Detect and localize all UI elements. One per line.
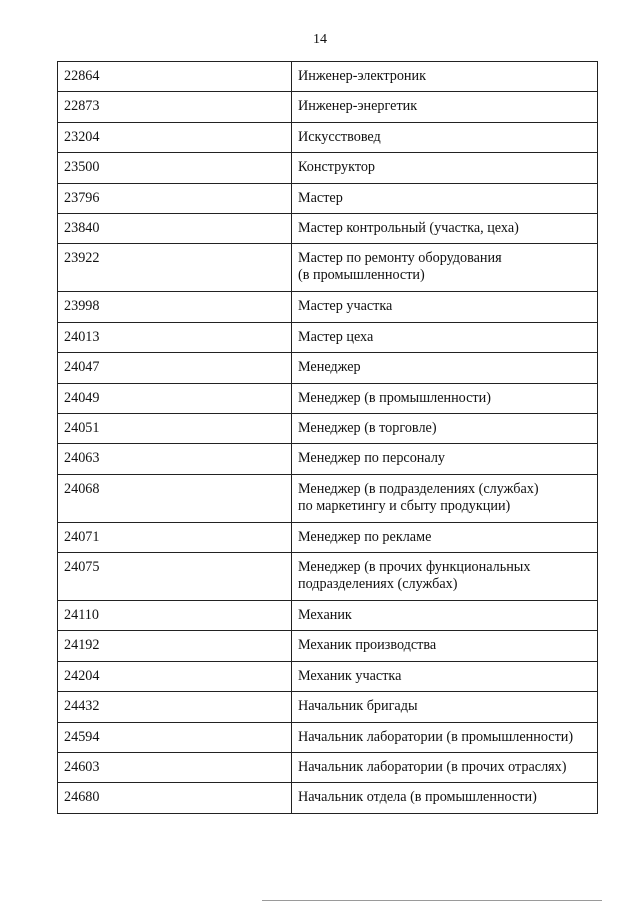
occupation-title-cell: Мастер участка	[292, 292, 598, 322]
table-row	[58, 92, 598, 122]
occupation-code-cell: 23922	[58, 244, 292, 292]
occupation-title-cell: Мастер по ремонту оборудования (в промышленности)	[292, 244, 598, 292]
occupation-title-cell: Механик	[292, 601, 598, 631]
occupation-code-cell: 24110	[58, 601, 292, 631]
table-row	[58, 631, 598, 661]
scan-edge-line	[262, 900, 602, 901]
occupation-title-cell: Механик участка	[292, 661, 598, 691]
occupation-code-cell: 24204	[58, 661, 292, 691]
occupation-title-cell: Мастер	[292, 183, 598, 213]
occupation-title-cell: Начальник лаборатории (в прочих отраслях)	[292, 753, 598, 783]
occupation-title-cell: Мастер контрольный (участка, цеха)	[292, 213, 598, 243]
table-row	[58, 62, 598, 92]
occupation-code-cell: 24192	[58, 631, 292, 661]
table-row	[58, 661, 598, 691]
occupation-code-cell: 24432	[58, 692, 292, 722]
table-body	[58, 62, 598, 814]
occupation-code-cell: 23204	[58, 122, 292, 152]
occupation-title-cell: Мастер цеха	[292, 322, 598, 352]
occupation-code-cell: 24680	[58, 783, 292, 813]
occupation-title-cell: Начальник отдела (в промышленности)	[292, 783, 598, 813]
occupation-code-cell: 24047	[58, 353, 292, 383]
table-row	[58, 553, 598, 601]
occupation-title-cell: Менеджер (в подразделениях (службах) по маркетингу и сбыту продукции)	[292, 474, 598, 522]
occupation-code-cell: 24071	[58, 522, 292, 552]
table-row	[58, 322, 598, 352]
occupation-title-cell: Начальник бригады	[292, 692, 598, 722]
table-row	[58, 783, 598, 813]
occupation-code-cell: 22873	[58, 92, 292, 122]
table-row	[58, 722, 598, 752]
table-row	[58, 474, 598, 522]
page-number: 14	[313, 32, 327, 47]
occupation-code-cell: 24049	[58, 383, 292, 413]
table-row	[58, 244, 598, 292]
occupation-title-cell: Менеджер по персоналу	[292, 444, 598, 474]
table-row	[58, 522, 598, 552]
table-row	[58, 122, 598, 152]
occupation-code-cell: 24075	[58, 553, 292, 601]
table-row	[58, 601, 598, 631]
occupation-code-cell: 24051	[58, 413, 292, 443]
occupation-title-cell: Инженер-электроник	[292, 62, 598, 92]
occupation-title-cell: Менеджер (в торговле)	[292, 413, 598, 443]
occupation-code-table	[57, 61, 598, 814]
table-row	[58, 153, 598, 183]
occupation-title-cell: Менеджер	[292, 353, 598, 383]
occupation-code-cell: 22864	[58, 62, 292, 92]
occupation-code-cell: 24013	[58, 322, 292, 352]
occupation-code-cell: 24594	[58, 722, 292, 752]
occupation-title-cell: Механик производства	[292, 631, 598, 661]
table-row	[58, 213, 598, 243]
occupation-title-cell: Менеджер (в промышленности)	[292, 383, 598, 413]
occupation-title-cell: Искусствовед	[292, 122, 598, 152]
table-row	[58, 183, 598, 213]
occupation-title-cell: Менеджер по рекламе	[292, 522, 598, 552]
occupation-code-cell: 23998	[58, 292, 292, 322]
table-row	[58, 413, 598, 443]
table-row	[58, 692, 598, 722]
table-row	[58, 353, 598, 383]
table-row	[58, 444, 598, 474]
occupation-code-cell: 23796	[58, 183, 292, 213]
table-row	[58, 383, 598, 413]
table-row	[58, 753, 598, 783]
occupation-title-cell: Менеджер (в прочих функциональных подразделениях (службах)	[292, 553, 598, 601]
occupation-code-cell: 23500	[58, 153, 292, 183]
occupation-code-cell: 24603	[58, 753, 292, 783]
occupation-code-cell: 24063	[58, 444, 292, 474]
occupation-code-cell: 23840	[58, 213, 292, 243]
table-row	[58, 292, 598, 322]
occupation-title-cell: Конструктор	[292, 153, 598, 183]
occupation-code-cell: 24068	[58, 474, 292, 522]
occupation-title-cell: Начальник лаборатории (в промышленности)	[292, 722, 598, 752]
occupation-title-cell: Инженер-энергетик	[292, 92, 598, 122]
